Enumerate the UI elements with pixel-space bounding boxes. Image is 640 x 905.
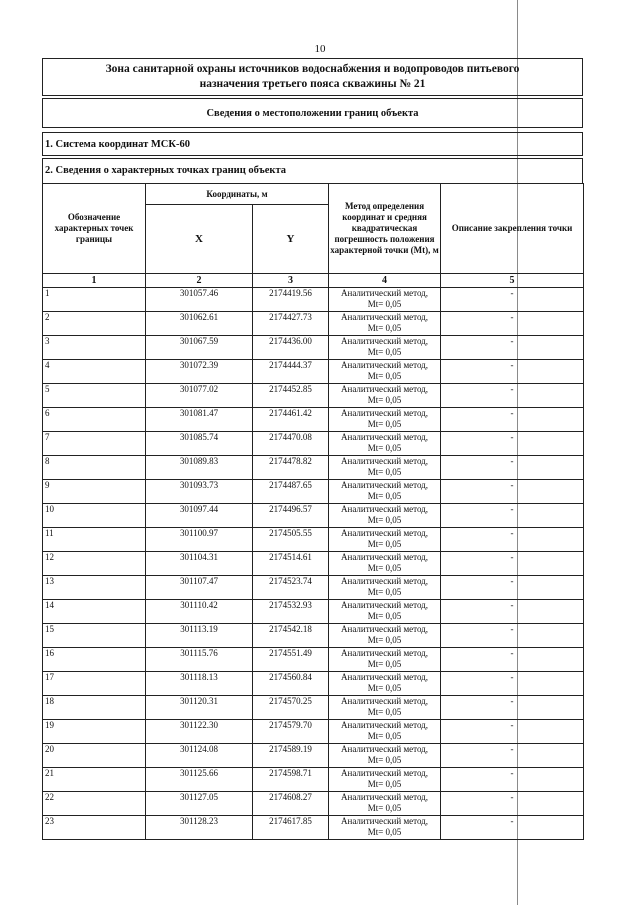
fixing-description: - (441, 528, 584, 552)
table-row (43, 288, 584, 312)
coord-y: 2174589.19 (253, 744, 329, 768)
method-line-2: Mt= 0,05 (367, 755, 402, 765)
coord-x: 301118.13 (146, 672, 253, 696)
method-line-1: Аналитический метод, (341, 480, 429, 490)
title-line-2: назначения третьего пояса скважины № 21 (199, 78, 426, 90)
point-number: 19 (43, 720, 146, 744)
coord-y: 2174532.93 (253, 600, 329, 624)
fixing-description: - (441, 456, 584, 480)
method (329, 336, 441, 360)
method-line-2: Mt= 0,05 (367, 635, 402, 645)
method-line-2: Mt= 0,05 (367, 779, 402, 789)
section-subtitle: Сведения о местоположении границ объекта (42, 98, 583, 128)
method-line-2: Mt= 0,05 (367, 683, 402, 693)
coord-y: 2174461.42 (253, 408, 329, 432)
coord-y: 2174523.74 (253, 576, 329, 600)
method-line-1: Аналитический метод, (341, 336, 429, 346)
boundary-points-table (42, 183, 584, 840)
point-number: 17 (43, 672, 146, 696)
method (329, 312, 441, 336)
method-line-1: Аналитический метод, (341, 288, 429, 298)
table-row (43, 792, 584, 816)
header-description: Описание закрепления точки (441, 184, 584, 274)
table-row (43, 720, 584, 744)
coord-x: 301062.61 (146, 312, 253, 336)
method (329, 600, 441, 624)
method-line-1: Аналитический метод, (341, 552, 429, 562)
table-row (43, 624, 584, 648)
fixing-description: - (441, 672, 584, 696)
coord-y: 2174514.61 (253, 552, 329, 576)
fixing-description: - (441, 360, 584, 384)
coord-y: 2174560.84 (253, 672, 329, 696)
method (329, 816, 441, 840)
fixing-description: - (441, 648, 584, 672)
method-line-2: Mt= 0,05 (367, 611, 402, 621)
coord-y: 2174419.56 (253, 288, 329, 312)
header-method-text: Метод определения координат и средняя квадратическая погрешность положения характерной точки (Mt), м (330, 201, 439, 255)
header-designation: Обозначение характерных точек границы (43, 184, 146, 274)
point-number: 12 (43, 552, 146, 576)
method (329, 672, 441, 696)
point-number: 15 (43, 624, 146, 648)
fixing-description: - (441, 480, 584, 504)
method-line-2: Mt= 0,05 (367, 587, 402, 597)
method (329, 288, 441, 312)
table-row (43, 528, 584, 552)
table-row (43, 360, 584, 384)
coord-x: 301089.83 (146, 456, 253, 480)
fixing-description: - (441, 600, 584, 624)
coord-x: 301113.19 (146, 624, 253, 648)
method-line-1: Аналитический метод, (341, 432, 429, 442)
coord-y: 2174617.85 (253, 816, 329, 840)
method-line-1: Аналитический метод, (341, 600, 429, 610)
point-number: 22 (43, 792, 146, 816)
coord-y: 2174542.18 (253, 624, 329, 648)
method (329, 696, 441, 720)
method-line-1: Аналитический метод, (341, 312, 429, 322)
coord-x: 301057.46 (146, 288, 253, 312)
method-line-2: Mt= 0,05 (367, 539, 402, 549)
fixing-description: - (441, 384, 584, 408)
coord-y: 2174570.25 (253, 696, 329, 720)
coord-x: 301107.47 (146, 576, 253, 600)
method (329, 792, 441, 816)
coord-y: 2174452.85 (253, 384, 329, 408)
table-row (43, 432, 584, 456)
coord-y: 2174579.70 (253, 720, 329, 744)
boundary-points-heading: 2. Сведения о характерных точках границ объекта (42, 158, 583, 183)
table-row (43, 408, 584, 432)
table-row (43, 384, 584, 408)
method-line-1: Аналитический метод, (341, 528, 429, 538)
coordinate-system-heading: 1. Система координат МСК-60 (42, 132, 583, 156)
fixing-description: - (441, 696, 584, 720)
coord-y: 2174608.27 (253, 792, 329, 816)
method-line-2: Mt= 0,05 (367, 323, 402, 333)
method (329, 504, 441, 528)
coord-x: 301127.05 (146, 792, 253, 816)
method (329, 480, 441, 504)
method-line-2: Mt= 0,05 (367, 707, 402, 717)
header-x: X (146, 205, 253, 274)
coord-x: 301120.31 (146, 696, 253, 720)
coord-y: 2174496.57 (253, 504, 329, 528)
method-line-1: Аналитический метод, (341, 816, 429, 826)
fixing-description: - (441, 408, 584, 432)
method (329, 648, 441, 672)
method-line-2: Mt= 0,05 (367, 395, 402, 405)
method (329, 528, 441, 552)
coord-x: 301097.44 (146, 504, 253, 528)
coord-x: 301081.47 (146, 408, 253, 432)
coord-x: 301110.42 (146, 600, 253, 624)
col-number-5: 5 (441, 274, 584, 288)
coord-x: 301093.73 (146, 480, 253, 504)
fixing-description: - (441, 552, 584, 576)
method (329, 768, 441, 792)
table-row (43, 696, 584, 720)
method-line-2: Mt= 0,05 (367, 659, 402, 669)
method-line-2: Mt= 0,05 (367, 491, 402, 501)
table-row (43, 576, 584, 600)
fixing-description: - (441, 312, 584, 336)
point-number: 11 (43, 528, 146, 552)
method (329, 720, 441, 744)
coord-y: 2174478.82 (253, 456, 329, 480)
point-number: 23 (43, 816, 146, 840)
point-number: 20 (43, 744, 146, 768)
method-line-2: Mt= 0,05 (367, 443, 402, 453)
point-number: 2 (43, 312, 146, 336)
point-number: 14 (43, 600, 146, 624)
coord-y: 2174598.71 (253, 768, 329, 792)
fixing-description: - (441, 336, 584, 360)
point-number: 3 (43, 336, 146, 360)
method-line-1: Аналитический метод, (341, 624, 429, 634)
fixing-description: - (441, 792, 584, 816)
method-line-1: Аналитический метод, (341, 768, 429, 778)
fixing-description: - (441, 576, 584, 600)
coord-x: 301072.39 (146, 360, 253, 384)
point-number: 10 (43, 504, 146, 528)
point-number: 13 (43, 576, 146, 600)
point-number: 5 (43, 384, 146, 408)
coord-x: 301067.59 (146, 336, 253, 360)
table-row (43, 600, 584, 624)
table-row (43, 336, 584, 360)
table-body (43, 288, 584, 840)
point-number: 9 (43, 480, 146, 504)
fixing-description: - (441, 816, 584, 840)
coord-x: 301125.66 (146, 768, 253, 792)
method-line-2: Mt= 0,05 (367, 563, 402, 573)
table-row (43, 648, 584, 672)
table-row (43, 480, 584, 504)
point-number: 8 (43, 456, 146, 480)
method-line-1: Аналитический метод, (341, 384, 429, 394)
method (329, 744, 441, 768)
method (329, 456, 441, 480)
method-line-1: Аналитический метод, (341, 360, 429, 370)
method-line-1: Аналитический метод, (341, 696, 429, 706)
table-row (43, 312, 584, 336)
fixing-description: - (441, 768, 584, 792)
header-y: Y (253, 205, 329, 274)
table-row (43, 744, 584, 768)
coord-x: 301077.02 (146, 384, 253, 408)
coord-x: 301085.74 (146, 432, 253, 456)
table-row (43, 672, 584, 696)
coord-y: 2174487.65 (253, 480, 329, 504)
table-row (43, 456, 584, 480)
table-row (43, 816, 584, 840)
method-line-1: Аналитический метод, (341, 720, 429, 730)
point-number: 4 (43, 360, 146, 384)
coord-x: 301122.30 (146, 720, 253, 744)
fixing-description: - (441, 720, 584, 744)
coord-x: 301124.08 (146, 744, 253, 768)
method-line-2: Mt= 0,05 (367, 299, 402, 309)
method-line-1: Аналитический метод, (341, 408, 429, 418)
method-line-2: Mt= 0,05 (367, 347, 402, 357)
fixing-description: - (441, 504, 584, 528)
coord-y: 2174470.08 (253, 432, 329, 456)
method-line-1: Аналитический метод, (341, 576, 429, 586)
point-number: 21 (43, 768, 146, 792)
method (329, 360, 441, 384)
method-line-1: Аналитический метод, (341, 792, 429, 802)
coord-y: 2174436.00 (253, 336, 329, 360)
table-row (43, 552, 584, 576)
method-line-2: Mt= 0,05 (367, 371, 402, 381)
method (329, 432, 441, 456)
method (329, 384, 441, 408)
point-number: 18 (43, 696, 146, 720)
coord-y: 2174444.37 (253, 360, 329, 384)
fixing-description: - (441, 288, 584, 312)
point-number: 7 (43, 432, 146, 456)
coord-y: 2174427.73 (253, 312, 329, 336)
col-number-4: 4 (329, 274, 441, 288)
method-line-1: Аналитический метод, (341, 648, 429, 658)
fixing-description: - (441, 624, 584, 648)
col-number-1: 1 (43, 274, 146, 288)
table-row (43, 504, 584, 528)
header-coordinates: Координаты, м (146, 184, 329, 205)
coord-y: 2174505.55 (253, 528, 329, 552)
method-line-2: Mt= 0,05 (367, 419, 402, 429)
col-number-3: 3 (253, 274, 329, 288)
method-line-2: Mt= 0,05 (367, 731, 402, 741)
method-line-1: Аналитический метод, (341, 456, 429, 466)
fixing-description: - (441, 744, 584, 768)
method-line-2: Mt= 0,05 (367, 827, 402, 837)
coord-x: 301100.97 (146, 528, 253, 552)
document-title (42, 58, 583, 96)
point-number: 1 (43, 288, 146, 312)
title-line-1: Зона санитарной охраны источников водоснабжения и водопроводов питьевого (105, 63, 520, 75)
coord-x: 301128.23 (146, 816, 253, 840)
page-number: 10 (314, 43, 326, 55)
coord-x: 301115.76 (146, 648, 253, 672)
fixing-description: - (441, 432, 584, 456)
method-line-1: Аналитический метод, (341, 744, 429, 754)
header-method (329, 184, 441, 274)
table-row (43, 768, 584, 792)
method-line-2: Mt= 0,05 (367, 515, 402, 525)
method (329, 552, 441, 576)
coord-y: 2174551.49 (253, 648, 329, 672)
method-line-1: Аналитический метод, (341, 504, 429, 514)
method-line-2: Mt= 0,05 (367, 803, 402, 813)
method (329, 576, 441, 600)
col-number-2: 2 (146, 274, 253, 288)
coord-x: 301104.31 (146, 552, 253, 576)
method (329, 408, 441, 432)
method (329, 624, 441, 648)
method-line-2: Mt= 0,05 (367, 467, 402, 477)
method-line-1: Аналитический метод, (341, 672, 429, 682)
point-number: 6 (43, 408, 146, 432)
point-number: 16 (43, 648, 146, 672)
